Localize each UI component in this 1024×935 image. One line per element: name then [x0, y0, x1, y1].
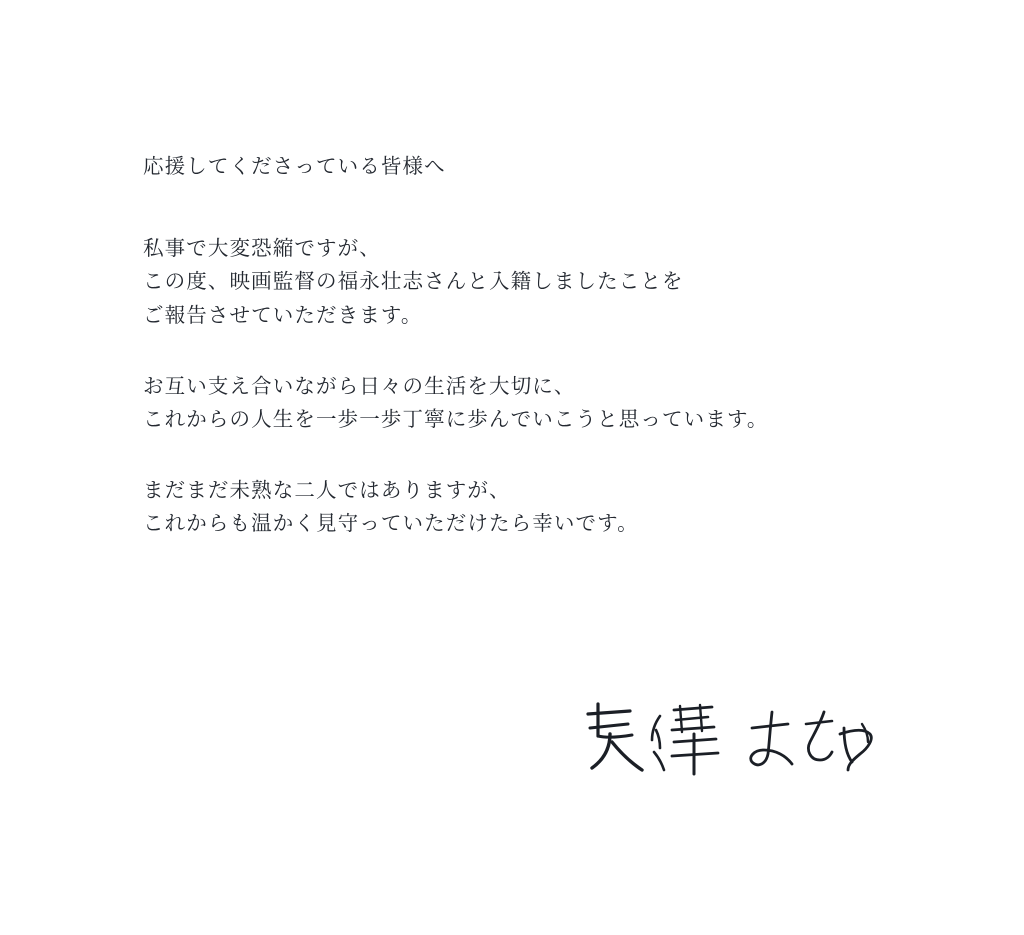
handwritten-signature-icon	[576, 690, 876, 790]
paragraph-line: まだまだ未熟な二人ではありますが、	[143, 478, 511, 503]
paragraph-3	[143, 474, 903, 540]
paragraph-line: これからの人生を一歩一歩丁寧に歩んでいこうと思っています。	[143, 407, 769, 432]
letter-body	[143, 150, 903, 541]
greeting-line: 応援してくださっている皆様へ	[143, 154, 446, 178]
paragraph-line: これからも温かく見守っていただけたら幸いです。	[143, 511, 639, 536]
greeting-paragraph	[143, 150, 903, 183]
paragraph-1	[143, 232, 903, 332]
paragraph-line: お互い支え合いながら日々の生活を大切に、	[143, 373, 576, 398]
paragraph-line: この度、映画監督の福永壮志さんと入籍しましたことを	[143, 269, 684, 294]
paragraph-2	[143, 370, 903, 436]
paragraph-line: 私事で大変恐縮ですが、	[143, 236, 381, 261]
paragraph-line: ご報告させていただきます。	[143, 302, 423, 327]
signature	[576, 690, 896, 800]
